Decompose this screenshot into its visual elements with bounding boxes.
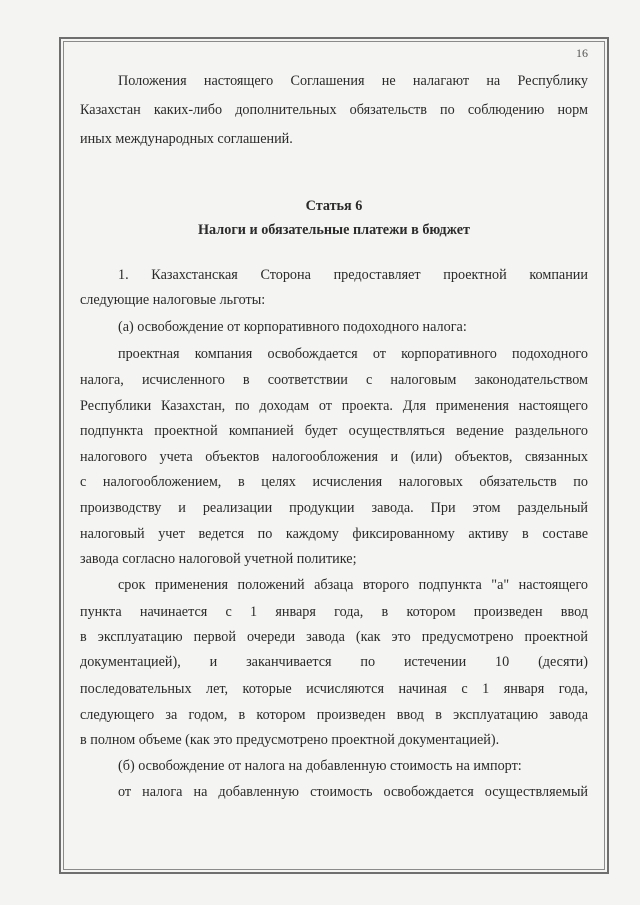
body-line: пункта начинается с 1 января года, в котором произведен ввод	[80, 604, 588, 620]
body-line: следующего за годом, в котором произведен ввод в эксплуатацию завода	[80, 707, 588, 723]
body-line: подпункта проектной компанией будет осуществляться ведение раздельного	[80, 423, 588, 439]
body-line: завода согласно налоговой учетной политике;	[80, 551, 357, 567]
body-line: налога, исчисленного в соответствии с налоговым законодательством	[80, 372, 588, 388]
body-line: последовательных лет, которые исчисляются начиная с 1 января года,	[80, 681, 588, 697]
article-title: Налоги и обязательные платежи в бюджет	[198, 222, 470, 238]
body-line: 1. Казахстанская Сторона предоставляет проектной компании	[118, 267, 588, 283]
intro-line: иных международных соглашений.	[80, 131, 293, 147]
body-line: с налогообложением, в целях исчисления налоговых обязательств по	[80, 474, 588, 490]
body-line: Республики Казахстан, по доходам от проекта. Для применения настоящего	[80, 398, 588, 414]
body-line: проектная компания освобождается от корпоративного подоходного	[118, 346, 588, 362]
body-line: от налога на добавленную стоимость освобождается осуществляемый	[118, 784, 588, 800]
intro-line: Казахстан каких-либо дополнительных обязательств по соблюдению норм	[80, 102, 588, 118]
article-number: Статья 6	[305, 198, 363, 214]
intro-line: Положения настоящего Соглашения не налагают на Республику	[118, 73, 588, 89]
body-line: в эксплуатацию первой очереди завода (как это предусмотрено проектной	[80, 629, 588, 645]
page-number: 16	[576, 46, 588, 60]
body-line: производству и реализации продукции завода. При этом раздельный	[80, 500, 588, 516]
body-line: налогового учета объектов налогообложения и (или) объектов, связанных	[80, 449, 588, 465]
body-line: (а) освобождение от корпоративного подоходного налога:	[118, 319, 467, 335]
body-line: (б) освобождение от налога на добавленную стоимость на импорт:	[118, 758, 522, 774]
body-line: документацией), и заканчивается по истечении 10 (десяти)	[80, 654, 588, 670]
body-line: следующие налоговые льготы:	[80, 292, 266, 308]
body-line: в полном объеме (как это предусмотрено проектной документацией).	[80, 732, 500, 748]
body-line: срок применения положений абзаца второго подпункта "а" настоящего	[118, 577, 588, 593]
body-line: налоговый учет ведется по каждому фиксированному активу в составе	[80, 526, 588, 542]
